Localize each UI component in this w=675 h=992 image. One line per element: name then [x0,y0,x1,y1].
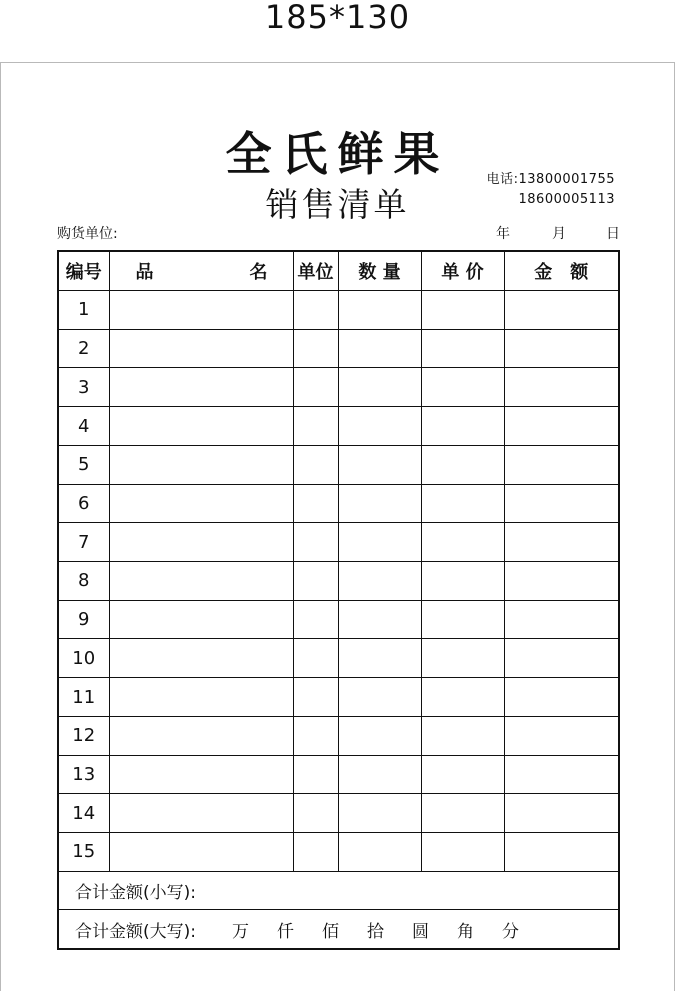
table-row [58,523,619,562]
row-number: 7 [58,523,109,562]
unit-cell[interactable] [293,794,338,833]
buyer-label: 购货单位: [57,226,118,242]
phone-number-1: 电话:13800001755 [486,172,615,187]
item-cell[interactable] [109,445,293,484]
row-number: 9 [58,600,109,639]
table-row [58,833,619,872]
shop-name: 全氏鲜果 [225,127,450,181]
amount-cell[interactable] [504,329,619,368]
table-row [58,600,619,639]
quantity-cell[interactable] [338,407,421,446]
amount-unit-label: 万 [232,921,249,942]
unit-cell[interactable] [293,600,338,639]
item-cell[interactable] [109,794,293,833]
unit-cell[interactable] [293,755,338,794]
amount-cell[interactable] [504,445,619,484]
table-row [58,368,619,407]
table-header-row [58,251,619,291]
row-number: 6 [58,484,109,523]
unit-price-cell[interactable] [421,523,504,562]
total-small-label: 合计金额(小写): [58,871,619,910]
date-month-label: 月 [552,226,566,242]
unit-price-cell[interactable] [421,368,504,407]
size-label: 185*130 [264,0,411,36]
amount-cell[interactable] [504,484,619,523]
table-row [58,794,619,833]
unit-price-cell[interactable] [421,716,504,755]
row-number: 10 [58,639,109,678]
total-big-row [58,910,619,949]
quantity-cell[interactable] [338,329,421,368]
quantity-cell[interactable] [338,639,421,678]
table-row [58,716,619,755]
header-quantity: 数 量 [338,251,421,291]
row-number: 11 [58,678,109,717]
row-number: 1 [58,291,109,330]
amount-unit-label: 圆 [412,921,429,942]
amount-cell[interactable] [504,407,619,446]
amount-cell[interactable] [504,368,619,407]
amount-cell[interactable] [504,562,619,601]
amount-unit-label: 拾 [367,921,384,942]
quantity-cell[interactable] [338,794,421,833]
unit-price-cell[interactable] [421,833,504,872]
table-row [58,329,619,368]
header-item-name [109,251,293,291]
table-row [58,445,619,484]
table-row [58,562,619,601]
amount-cell[interactable] [504,794,619,833]
unit-price-cell[interactable] [421,639,504,678]
unit-price-cell[interactable] [421,678,504,717]
amount-cell[interactable] [504,755,619,794]
row-number: 4 [58,407,109,446]
unit-cell[interactable] [293,445,338,484]
unit-cell[interactable] [293,329,338,368]
table-row [58,291,619,330]
unit-cell[interactable] [293,716,338,755]
item-cell[interactable] [109,600,293,639]
quantity-cell[interactable] [338,291,421,330]
amount-cell[interactable] [504,523,619,562]
item-cell[interactable] [109,639,293,678]
amount-unit-label: 仟 [277,921,294,942]
unit-cell[interactable] [293,562,338,601]
table-row [58,639,619,678]
header-amount: 金 额 [504,251,619,291]
unit-cell[interactable] [293,639,338,678]
quantity-cell[interactable] [338,678,421,717]
phone-number-2: 18600005113 [518,192,615,207]
amount-cell[interactable] [504,291,619,330]
amount-unit-label: 角 [457,921,474,942]
unit-price-cell[interactable] [421,445,504,484]
amount-unit-label: 佰 [322,921,339,942]
table-row [58,755,619,794]
unit-cell[interactable] [293,678,338,717]
total-big-label: 合计金额(大写): [75,921,196,942]
item-cell[interactable] [109,833,293,872]
unit-cell[interactable] [293,291,338,330]
date-day-label: 日 [606,226,620,242]
header-unit-price: 单 价 [421,251,504,291]
row-number: 8 [58,562,109,601]
quantity-cell[interactable] [338,368,421,407]
amount-units [196,917,519,942]
table-row [58,484,619,523]
quantity-cell[interactable] [338,484,421,523]
unit-price-cell[interactable] [421,329,504,368]
unit-price-cell[interactable] [421,600,504,639]
amount-cell[interactable] [504,600,619,639]
row-number: 5 [58,445,109,484]
unit-price-cell[interactable] [421,562,504,601]
row-number: 15 [58,833,109,872]
item-cell[interactable] [109,716,293,755]
row-number: 3 [58,368,109,407]
document-title: 销售清单 [265,185,410,224]
row-number: 12 [58,716,109,755]
amount-cell[interactable] [504,716,619,755]
row-number: 2 [58,329,109,368]
header-unit: 单位 [293,251,338,291]
quantity-cell[interactable] [338,523,421,562]
unit-cell[interactable] [293,833,338,872]
unit-cell[interactable] [293,484,338,523]
quantity-cell[interactable] [338,833,421,872]
table-row [58,678,619,717]
item-cell[interactable] [109,329,293,368]
item-cell[interactable] [109,678,293,717]
item-cell[interactable] [109,368,293,407]
item-cell[interactable] [109,523,293,562]
date-year-label: 年 [496,226,510,242]
amount-cell[interactable] [504,678,619,717]
unit-cell[interactable] [293,523,338,562]
item-cell[interactable] [109,562,293,601]
quantity-cell[interactable] [338,562,421,601]
unit-price-cell[interactable] [421,484,504,523]
unit-price-cell[interactable] [421,755,504,794]
unit-cell[interactable] [293,368,338,407]
item-cell[interactable] [109,755,293,794]
total-small-row [58,871,619,910]
unit-cell[interactable] [293,407,338,446]
item-cell[interactable] [109,407,293,446]
header-item-char-2: 名 [249,262,268,283]
item-cell[interactable] [109,484,293,523]
row-number: 14 [58,794,109,833]
sales-list-table [57,250,620,950]
header-item-char-1: 品 [135,262,154,283]
table-row [58,407,619,446]
row-number: 13 [58,755,109,794]
quantity-cell[interactable] [338,445,421,484]
total-big-cell [58,910,619,949]
unit-price-cell[interactable] [421,291,504,330]
quantity-cell[interactable] [338,755,421,794]
item-cell[interactable] [109,291,293,330]
amount-unit-label: 分 [502,921,519,942]
amount-cell[interactable] [504,833,619,872]
unit-price-cell[interactable] [421,794,504,833]
amount-cell[interactable] [504,639,619,678]
unit-price-cell[interactable] [421,407,504,446]
quantity-cell[interactable] [338,600,421,639]
header-number: 编号 [58,251,109,291]
quantity-cell[interactable] [338,716,421,755]
